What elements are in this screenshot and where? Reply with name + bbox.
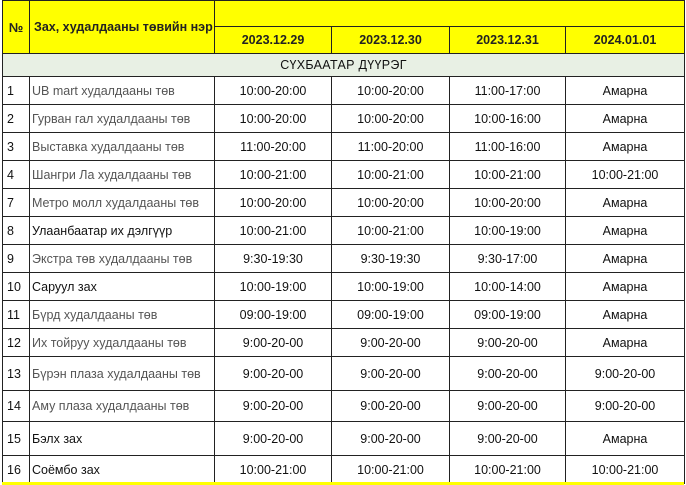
row-number: 3 (3, 133, 30, 161)
hours-cell: 11:00-20:00 (215, 133, 332, 161)
row-number: 16 (3, 456, 30, 484)
hours-cell: 10:00-21:00 (332, 456, 450, 484)
hours-cell: 9:00-20-00 (215, 329, 332, 357)
table-row (3, 357, 685, 391)
hours-cell: 9:00-20-00 (566, 391, 685, 422)
row-number: 13 (3, 357, 30, 391)
hours-cell: Амарна (566, 329, 685, 357)
table-row (3, 329, 685, 357)
hours-cell: 09:00-19:00 (450, 301, 566, 329)
row-number: 10 (3, 273, 30, 301)
table-row (3, 245, 685, 273)
hours-cell: 9:30-17:00 (450, 245, 566, 273)
hours-cell: 9:00-20-00 (332, 391, 450, 422)
venue-name: Гурван гал худалдааны төв (30, 105, 215, 133)
hours-cell: 10:00-21:00 (450, 456, 566, 484)
venue-name: Бэлх зах (30, 422, 215, 456)
table-row (3, 77, 685, 105)
hours-cell: Амарна (566, 273, 685, 301)
hours-cell: 9:00-20-00 (215, 357, 332, 391)
number-column-header: № (3, 1, 30, 54)
hours-cell: Амарна (566, 105, 685, 133)
hours-cell: 10:00-21:00 (332, 217, 450, 245)
hours-cell: 10:00-19:00 (215, 273, 332, 301)
row-number: 15 (3, 422, 30, 456)
venue-name: UB mart худалдааны төв (30, 77, 215, 105)
hours-cell: 9:00-20-00 (450, 422, 566, 456)
hours-cell: 9:00-20-00 (450, 357, 566, 391)
table-row (3, 161, 685, 189)
hours-cell: 11:00-17:00 (450, 77, 566, 105)
venue-name: Соёмбо зах (30, 456, 215, 484)
row-number: 14 (3, 391, 30, 422)
district-heading: СҮХБААТАР ДҮҮРЭГ (3, 54, 685, 77)
dates-group-header (215, 1, 685, 27)
venue-name: Саруул зах (30, 273, 215, 301)
hours-cell: 10:00-20:00 (332, 77, 450, 105)
hours-cell: 9:00-20-00 (215, 391, 332, 422)
table-row (3, 189, 685, 217)
hours-cell: 11:00-20:00 (332, 133, 450, 161)
venue-name: Экстра төв худалдааны төв (30, 245, 215, 273)
table-row (3, 217, 685, 245)
hours-cell: 10:00-21:00 (215, 161, 332, 189)
row-number: 7 (3, 189, 30, 217)
hours-cell: 10:00-20:00 (450, 189, 566, 217)
row-number: 9 (3, 245, 30, 273)
hours-cell: 10:00-20:00 (332, 105, 450, 133)
hours-cell: 10:00-14:00 (450, 273, 566, 301)
date-column-header: 2023.12.29 (215, 27, 332, 54)
hours-cell: 10:00-21:00 (215, 456, 332, 484)
venue-name: Аму плаза худалдааны төв (30, 391, 215, 422)
hours-cell: Амарна (566, 77, 685, 105)
row-number: 11 (3, 301, 30, 329)
venue-name: Бүрэн плаза худалдааны төв (30, 357, 215, 391)
hours-cell: 10:00-21:00 (332, 161, 450, 189)
table-row (3, 133, 685, 161)
hours-cell: 9:00-20-00 (332, 357, 450, 391)
hours-cell: 10:00-19:00 (450, 217, 566, 245)
hours-cell: 10:00-20:00 (215, 105, 332, 133)
row-number: 4 (3, 161, 30, 189)
hours-cell: 10:00-21:00 (215, 217, 332, 245)
hours-cell: 10:00-21:00 (450, 161, 566, 189)
hours-cell: 10:00-20:00 (332, 189, 450, 217)
venue-name: Выставка худалдааны төв (30, 133, 215, 161)
table-row (3, 273, 685, 301)
venue-name: Бүрд худалдааны төв (30, 301, 215, 329)
hours-cell: 10:00-21:00 (566, 161, 685, 189)
hours-cell: 11:00-16:00 (450, 133, 566, 161)
hours-cell: 09:00-19:00 (332, 301, 450, 329)
name-column-header: Зах, худалдааны төвийн нэр (30, 1, 215, 54)
table-row (3, 391, 685, 422)
hours-cell: 10:00-19:00 (332, 273, 450, 301)
hours-cell: 9:00-20-00 (450, 329, 566, 357)
hours-cell: Амарна (566, 301, 685, 329)
date-column-header: 2023.12.31 (450, 27, 566, 54)
hours-cell: 10:00-21:00 (566, 456, 685, 484)
row-number: 12 (3, 329, 30, 357)
date-column-header: 2023.12.30 (332, 27, 450, 54)
hours-cell: 09:00-19:00 (215, 301, 332, 329)
venue-name: Улаанбаатар их дэлгүүр (30, 217, 215, 245)
row-number: 1 (3, 77, 30, 105)
table-row (3, 456, 685, 484)
hours-cell: Амарна (566, 133, 685, 161)
table-row (3, 301, 685, 329)
hours-cell: 9:30-19:30 (332, 245, 450, 273)
venue-name: Метро молл худалдааны төв (30, 189, 215, 217)
hours-cell: 10:00-20:00 (215, 77, 332, 105)
hours-cell: 10:00-20:00 (215, 189, 332, 217)
row-number: 8 (3, 217, 30, 245)
hours-cell: 9:00-20-00 (332, 329, 450, 357)
hours-cell: Амарна (566, 245, 685, 273)
venue-name: Шангри Ла худалдааны төв (30, 161, 215, 189)
hours-cell: Амарна (566, 189, 685, 217)
hours-cell: 9:00-20-00 (566, 357, 685, 391)
hours-cell: 9:00-20-00 (450, 391, 566, 422)
hours-cell: 9:00-20-00 (215, 422, 332, 456)
hours-cell: 9:00-20-00 (332, 422, 450, 456)
hours-cell: Амарна (566, 217, 685, 245)
table-row (3, 105, 685, 133)
hours-cell: Амарна (566, 422, 685, 456)
table-row (3, 422, 685, 456)
venue-name: Их тойруу худалдааны төв (30, 329, 215, 357)
shopping-hours-table (2, 0, 685, 484)
hours-cell: 9:30-19:30 (215, 245, 332, 273)
date-column-header: 2024.01.01 (566, 27, 685, 54)
row-number: 2 (3, 105, 30, 133)
hours-cell: 10:00-16:00 (450, 105, 566, 133)
